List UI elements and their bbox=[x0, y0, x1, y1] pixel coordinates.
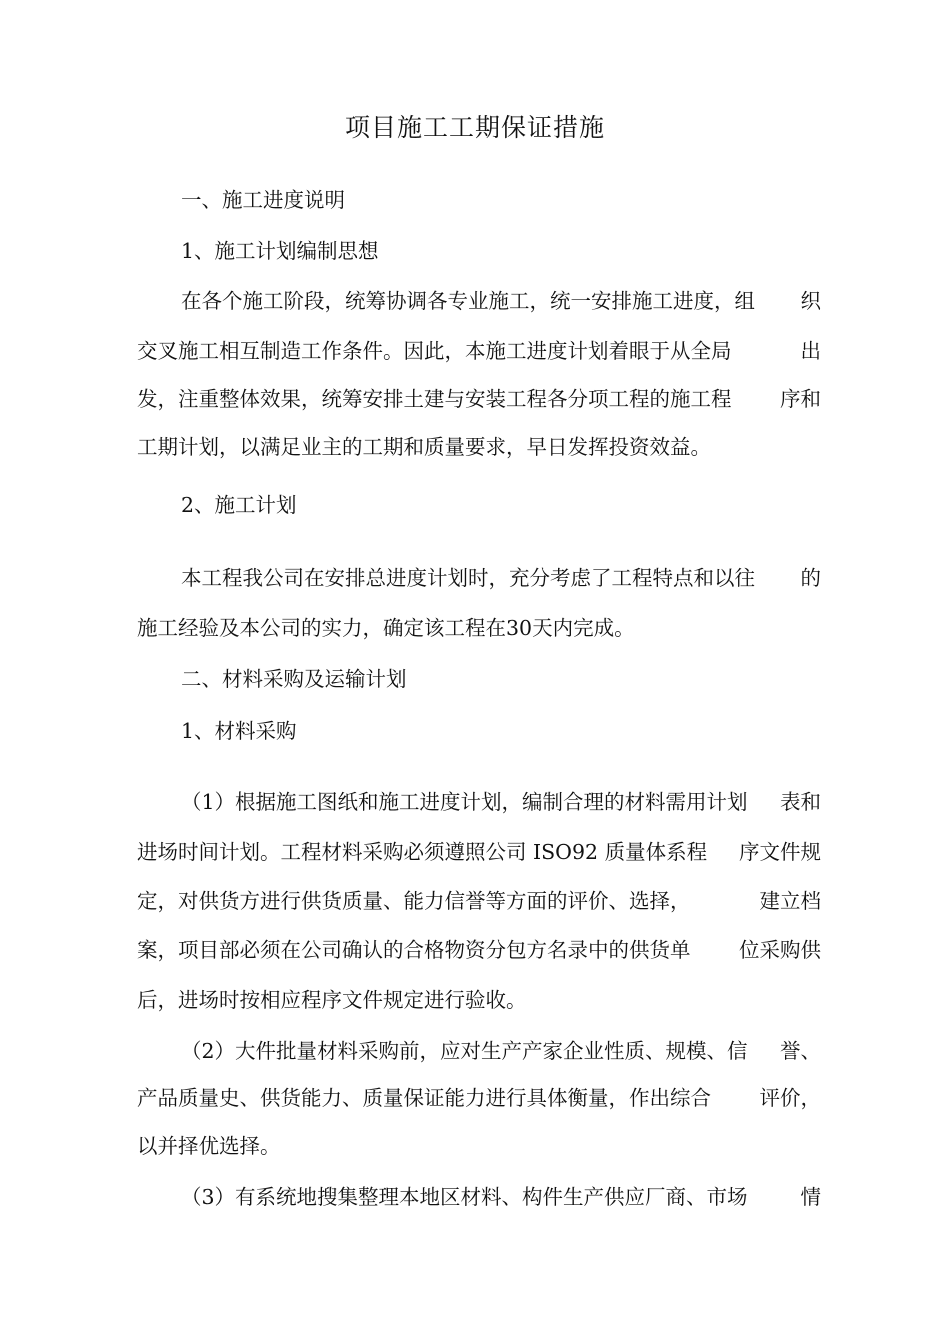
paragraph-line bbox=[137, 837, 821, 867]
paragraph-text: 定，对供货方进行供货质量、能力信誉等方面的评价、选择， bbox=[137, 889, 691, 913]
paragraph-text: 织 bbox=[800, 289, 821, 313]
paragraph-text: 进场时间计划。工程材料采购必须遵照公司 ISO92 质量体系程 bbox=[137, 840, 708, 864]
paragraph-text: 评价， bbox=[759, 1086, 821, 1110]
paragraph-line: 后，进场时按相应程序文件规定进行验收。 bbox=[137, 988, 527, 1012]
paragraph-text: 序和 bbox=[780, 387, 821, 411]
subsection-heading-1-2: 2、施工计划 bbox=[181, 493, 297, 517]
paragraph-line: 施工经验及本公司的实力，确定该工程在30天内完成。 bbox=[137, 616, 635, 640]
paragraph-line bbox=[137, 1083, 821, 1113]
paragraph-line: 工期计划，以满足业主的工期和质量要求，早日发挥投资效益。 bbox=[137, 435, 711, 459]
paragraph-text: （2）大件批量材料采购前，应对生产产家企业性质、规模、信 bbox=[181, 1039, 748, 1063]
paragraph-line bbox=[181, 1182, 821, 1212]
subsection-heading-2-1: 1、材料采购 bbox=[181, 719, 297, 743]
paragraph-text: 本工程我公司在安排总进度计划时，充分考虑了工程特点和以往 bbox=[181, 566, 755, 590]
paragraph-text: 案，项目部必须在公司确认的合格物资分包方名录中的供货单 bbox=[137, 938, 691, 962]
paragraph-line bbox=[181, 563, 821, 593]
paragraph-line bbox=[137, 384, 821, 414]
paragraph-text: 情 bbox=[800, 1185, 821, 1209]
paragraph-line bbox=[137, 935, 821, 965]
paragraph-text: （3）有系统地搜集整理本地区材料、构件生产供应厂商、市场 bbox=[181, 1185, 748, 1209]
paragraph-text: 产品质量史、供货能力、质量保证能力进行具体衡量，作出综合 bbox=[137, 1086, 711, 1110]
paragraph-text: 出 bbox=[800, 339, 821, 363]
paragraph-text: 位采购供 bbox=[739, 938, 821, 962]
paragraph-text: 序文件规 bbox=[739, 840, 821, 864]
paragraph-line bbox=[137, 336, 821, 366]
paragraph-line bbox=[181, 1036, 821, 1066]
paragraph-text: 表和 bbox=[780, 790, 821, 814]
paragraph-line bbox=[181, 787, 821, 817]
subsection-heading-1-1: 1、施工计划编制思想 bbox=[181, 239, 379, 263]
paragraph-text: 的 bbox=[800, 566, 821, 590]
paragraph-line bbox=[137, 886, 821, 916]
paragraph-text: 建立档 bbox=[759, 889, 821, 913]
document-title: 项目施工工期保证措施 bbox=[344, 113, 605, 142]
paragraph-text: 誉、 bbox=[780, 1039, 821, 1063]
paragraph-text: 发，注重整体效果，统筹安排土建与安装工程各分项工程的施工程 bbox=[137, 387, 732, 411]
paragraph-text: 在各个施工阶段，统筹协调各专业施工，统一安排施工进度，组 bbox=[181, 289, 755, 313]
paragraph-line: 以并择优选择。 bbox=[137, 1134, 281, 1158]
section-heading-1: 一、施工进度说明 bbox=[181, 188, 345, 212]
paragraph-text: 交叉施工相互制造工作条件。因此，本施工进度计划着眼于从全局 bbox=[137, 339, 732, 363]
section-heading-2: 二、材料采购及运输计划 bbox=[181, 667, 407, 691]
paragraph-line bbox=[181, 286, 821, 316]
paragraph-text: （1）根据施工图纸和施工进度计划，编制合理的材料需用计划 bbox=[181, 790, 748, 814]
